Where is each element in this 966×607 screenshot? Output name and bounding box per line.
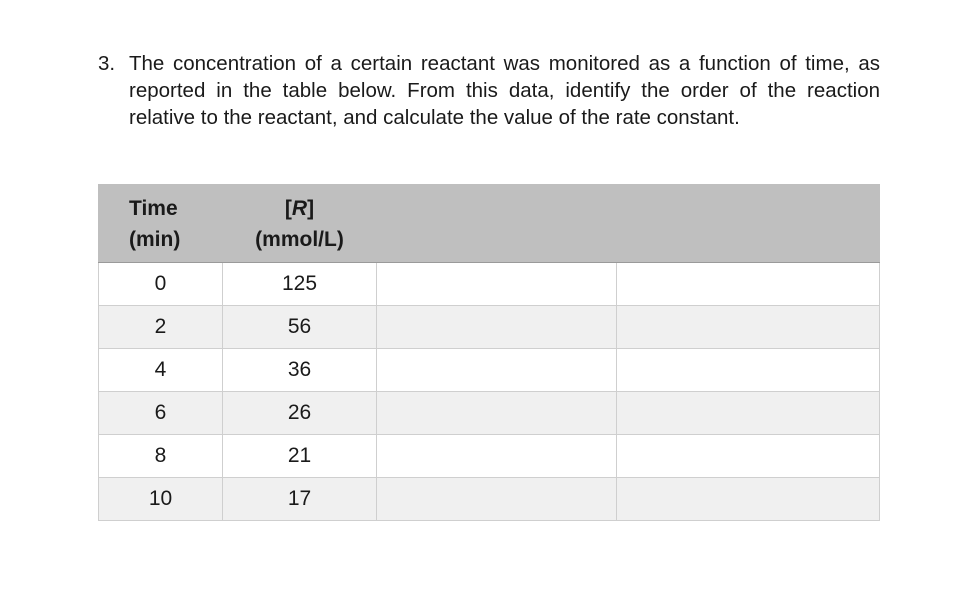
bracket-close: ]	[307, 196, 315, 220]
time-cell: 2	[99, 306, 223, 349]
time-cell: 4	[99, 349, 223, 392]
empty-cell	[617, 435, 880, 478]
empty-cell	[617, 478, 880, 521]
table-row	[99, 263, 880, 306]
concentration-column-header	[223, 185, 377, 263]
bracket-open: [	[284, 196, 292, 220]
empty-cell	[377, 392, 617, 435]
concentration-cell: 125	[223, 263, 377, 306]
empty-cell	[617, 306, 880, 349]
empty-cell	[377, 478, 617, 521]
empty-column-header-2	[617, 185, 880, 263]
table-row	[99, 435, 880, 478]
question-paragraph	[98, 50, 880, 131]
time-cell: 0	[99, 263, 223, 306]
table-row	[99, 349, 880, 392]
empty-cell	[377, 349, 617, 392]
time-column-header	[99, 185, 223, 263]
question-number: 3.	[98, 52, 116, 75]
empty-cell	[377, 435, 617, 478]
empty-column-header-1	[377, 185, 617, 263]
table-row	[99, 306, 880, 349]
concentration-cell: 36	[223, 349, 377, 392]
time-cell: 6	[99, 392, 223, 435]
empty-cell	[617, 263, 880, 306]
concentration-cell: 26	[223, 392, 377, 435]
concentration-table	[98, 184, 880, 521]
question-text: The concentration of a certain reactant was monitored as a function of time, as reported in the table below. From this data, identify the order of the reaction relative to the reactant, and calculate the value of the rate constant.	[129, 52, 880, 129]
empty-cell	[617, 392, 880, 435]
table-row	[99, 392, 880, 435]
empty-cell	[377, 263, 617, 306]
time-header-unit: (min)	[129, 227, 181, 251]
empty-cell	[617, 349, 880, 392]
table-header-row	[99, 185, 880, 263]
concentration-header-label	[223, 193, 376, 224]
empty-cell	[377, 306, 617, 349]
time-cell: 10	[99, 478, 223, 521]
concentration-header-unit: (mmol/L)	[255, 227, 344, 251]
concentration-cell: 21	[223, 435, 377, 478]
table-row	[99, 478, 880, 521]
concentration-cell: 56	[223, 306, 377, 349]
reactant-symbol: R	[291, 196, 308, 220]
concentration-cell: 17	[223, 478, 377, 521]
time-header-label: Time	[129, 196, 178, 220]
time-cell: 8	[99, 435, 223, 478]
